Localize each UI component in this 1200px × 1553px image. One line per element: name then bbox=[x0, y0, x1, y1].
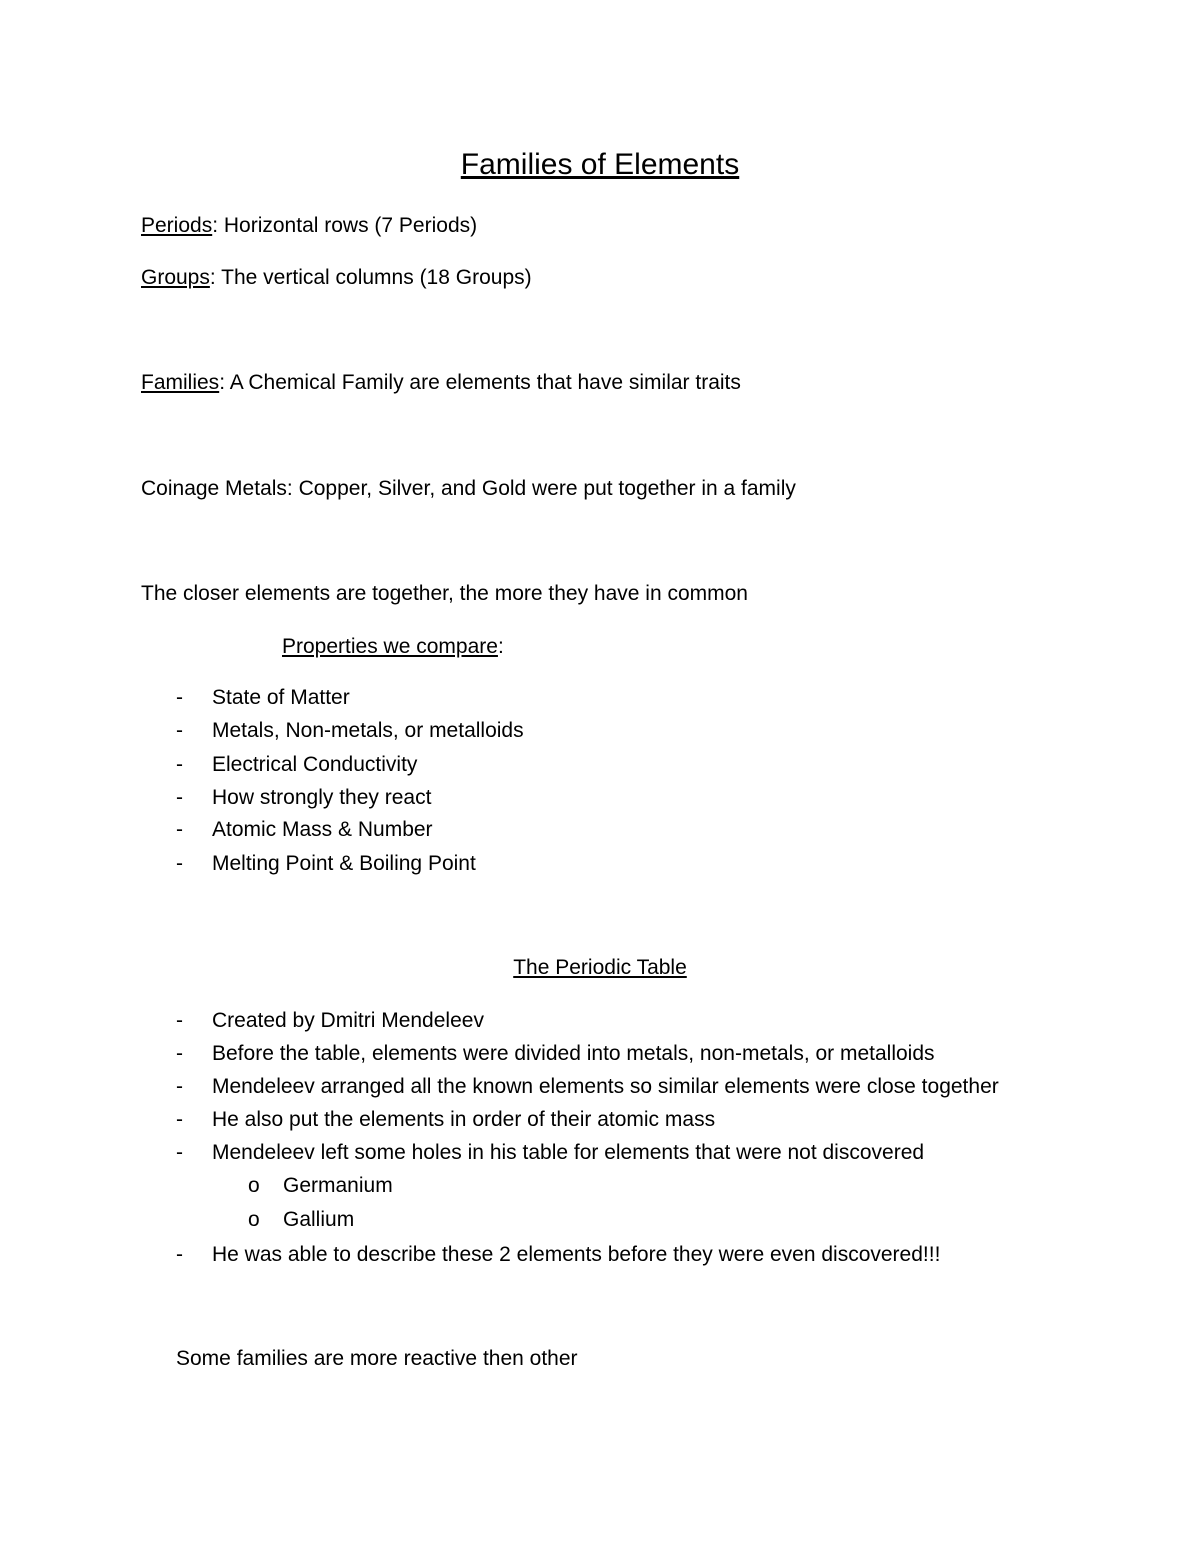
periodic-table-item: Mendeleev left some holes in his table for elements that were not discovered bbox=[212, 1141, 925, 1164]
properties-heading-colon: : bbox=[497, 635, 504, 658]
property-item: Melting Point & Boiling Point bbox=[212, 852, 476, 875]
definition-families bbox=[141, 370, 741, 396]
circle-bullet: o bbox=[248, 1208, 260, 1231]
periodic-table-item: He was able to describe these 2 elements before they were even discovered!!! bbox=[212, 1243, 941, 1266]
closing-text: Some families are more reactive then other bbox=[176, 1347, 578, 1370]
periodic-table-heading bbox=[0, 955, 1200, 981]
property-item: How strongly they react bbox=[212, 786, 432, 809]
dash-bullet: - bbox=[176, 786, 183, 809]
property-item: Electrical Conductivity bbox=[212, 753, 418, 776]
periodic-table-item: He also put the elements in order of their atomic mass bbox=[212, 1108, 716, 1131]
closer-elements-text: The closer elements are together, the more they have in common bbox=[141, 582, 748, 605]
dash-bullet: - bbox=[176, 1243, 183, 1266]
dash-bullet: - bbox=[176, 1141, 183, 1164]
element-gallium: Gallium bbox=[283, 1208, 355, 1231]
term-groups: Groups bbox=[141, 266, 210, 289]
term-periods: Periods bbox=[141, 214, 213, 237]
property-item: Atomic Mass & Number bbox=[212, 818, 433, 841]
dash-bullet: - bbox=[176, 1009, 183, 1032]
property-item: Metals, Non-metals, or metalloids bbox=[212, 719, 524, 742]
dash-bullet: - bbox=[176, 719, 183, 742]
dash-bullet: - bbox=[176, 852, 183, 875]
dash-bullet: - bbox=[176, 753, 183, 776]
definition-groups-text: : The vertical columns (18 Groups) bbox=[209, 266, 532, 289]
term-families: Families bbox=[141, 371, 220, 394]
coinage-metals-text: Coinage Metals: Copper, Silver, and Gold were put together in a family bbox=[141, 477, 796, 500]
periodic-table-item: Created by Dmitri Mendeleev bbox=[212, 1009, 484, 1032]
dash-bullet: - bbox=[176, 1042, 183, 1065]
periodic-table-item: Before the table, elements were divided into metals, non-metals, or metalloids bbox=[212, 1042, 935, 1065]
properties-heading bbox=[282, 634, 504, 660]
dash-bullet: - bbox=[176, 1075, 183, 1098]
dash-bullet: - bbox=[176, 1108, 183, 1131]
dash-bullet: - bbox=[176, 818, 183, 841]
element-germanium: Germanium bbox=[283, 1174, 393, 1197]
periodic-table-heading-text: The Periodic Table bbox=[513, 956, 687, 979]
periodic-table-item: Mendeleev arranged all the known elements so similar elements were close together bbox=[212, 1075, 999, 1098]
circle-bullet: o bbox=[248, 1174, 260, 1197]
property-item: State of Matter bbox=[212, 686, 350, 709]
definition-groups bbox=[141, 265, 532, 291]
definition-families-text: : A Chemical Family are elements that have similar traits bbox=[219, 371, 741, 394]
dash-bullet: - bbox=[176, 686, 183, 709]
properties-heading-text: Properties we compare bbox=[282, 635, 498, 658]
definition-periods-text: : Horizontal rows (7 Periods) bbox=[212, 214, 478, 237]
definition-periods bbox=[141, 213, 477, 239]
page-title: Families of Elements bbox=[460, 148, 740, 181]
